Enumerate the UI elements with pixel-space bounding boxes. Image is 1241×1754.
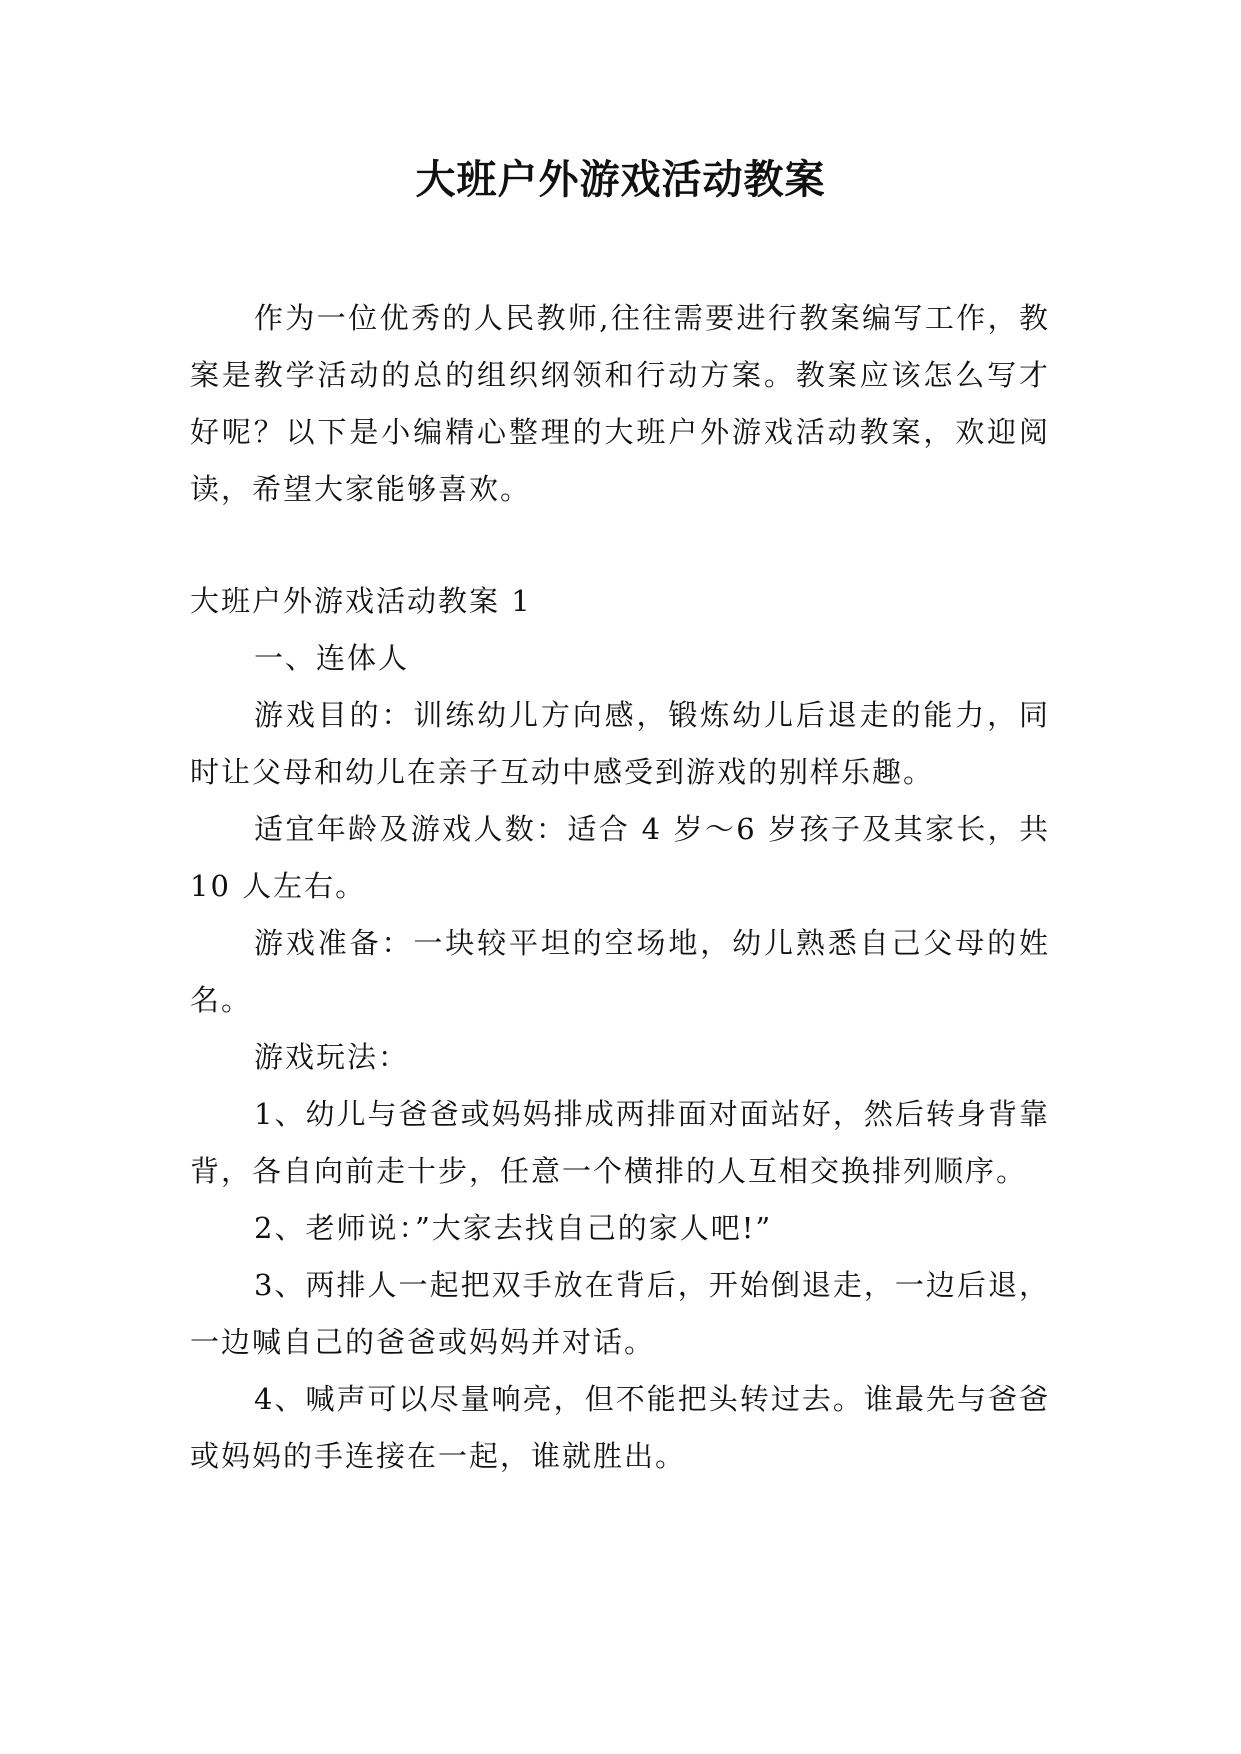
paragraph: 游戏准备：一块较平坦的空场地，幼儿熟悉自己父母的姓名。 <box>190 926 1050 1017</box>
paragraph: 3、两排人一起把双手放在背后，开始倒退走，一边后退，一边喊自己的爸爸或妈妈并对话。 <box>190 1268 1050 1359</box>
paragraph: 1、幼儿与爸爸或妈妈排成两排面对面站好，然后转身背靠背，各自向前走十步，任意一个横排的人互相交换排列顺序。 <box>190 1097 1050 1188</box>
paragraph-gap <box>190 518 1050 573</box>
paragraph: 4、喊声可以尽量响亮，但不能把头转过去。谁最先与爸爸或妈妈的手连接在一起，谁就胜出。 <box>190 1382 1050 1473</box>
document-body <box>190 290 1050 1485</box>
document-title: 大班户外游戏活动教案 <box>415 157 826 203</box>
paragraph: 游戏玩法： <box>254 1040 410 1074</box>
paragraph: 一、连体人 <box>254 641 410 675</box>
paragraph: 游戏目的：训练幼儿方向感，锻炼幼儿后退走的能力，同时让父母和幼儿在亲子互动中感受到游戏的别样乐趣。 <box>190 698 1050 789</box>
section-heading: 大班户外游戏活动教案 1 <box>190 584 532 618</box>
paragraph: 适宜年龄及游戏人数：适合 4 岁～6 岁孩子及其家长，共 10 人左右。 <box>190 812 1050 903</box>
intro-paragraph: 作为一位优秀的人民教师,往往需要进行教案编写工作，教案是教学活动的总的组织纲领和行动方案。教案应该怎么写才好呢？以下是小编精心整理的大班户外游戏活动教案，欢迎阅读，希望大家能够喜欢。 <box>190 301 1050 506</box>
paragraph: 2、老师说：”大家去找自己的家人吧!” <box>254 1211 773 1245</box>
